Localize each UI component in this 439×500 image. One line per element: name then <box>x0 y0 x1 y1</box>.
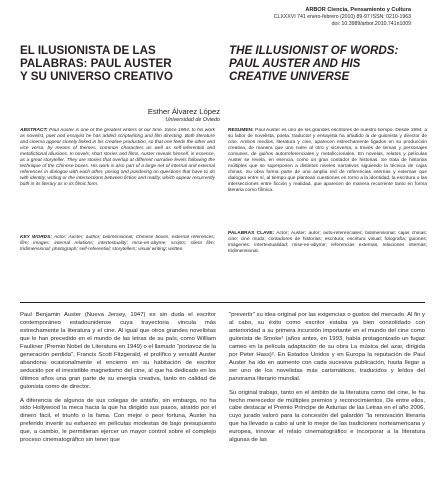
keywords-spanish-body: Actor; Auster; autor; auto-referenciales; bidimensional; cajas chinas; cine; cine mudo; contadores de historias; escritura; escritura visual; fotografía; guiones; imágenes; intertextualidad; mise-en-abyme; referencias externas, relaciones internas; tridimensional. <box>228 231 427 255</box>
keywords-english-text <box>20 235 215 253</box>
abstract-spanish-text <box>228 128 427 195</box>
title-line: CREATIVE UNIVERSE <box>229 70 350 84</box>
body-paragraph: A diferencia de algunos de sus colegas de antaño, sin embargo, no ha sido Hollywood la meca hacia la que ha dirigido sus pasos, atraído por el dinero fácil, el triunfo o la fama. Con mejor o peor fortuna, Auster ha preferido invertir su esfuerzo en películas modestas de bajo presupuesto que, a cambio, le permitieran ejercer un mayor control sobre el complejo proceso cinematográfico sin tener que <box>20 397 216 444</box>
keywords-spanish-label: PALABRAS CLAVE: <box>228 231 275 236</box>
abstract-spanish-label: RESUMEN: <box>228 128 254 133</box>
author-affiliation: Universidad de Oviedo <box>165 117 220 123</box>
journal-name: ARBOR Ciencia, Pensamiento y Cultura <box>305 7 411 13</box>
body-paragraph: "prevertir" su idea original por las exigencias o gustos del mercado. Al fin y al cabo, su éxito como escritor estaba ya bien consolidado con anterioridad a su primera incursión importante en el mundo del cine como guionista de Smoke¹ (años antes, en 1993, había protagonizado un fugaz cameo en la película adaptación de su obra La música del azar, dirigida por Peter Hass)². En Estados Unidos y en Europa la reputación de Paul Auster ha ido en aumento con cada sucesiva publicación, hasta llegar a ser uno de los novelistas más carismáticos, traducidos y leídos del panorama literario mundial. <box>229 312 425 382</box>
section-divider <box>20 302 425 303</box>
abstract-spanish <box>228 128 427 224</box>
title-spanish <box>20 44 220 84</box>
title-line: Y SU UNIVERSO CREATIVO <box>20 70 173 84</box>
journal-volume: CLXXXVI 741 enero-febrero (2010) 89-97 ISSN: 0210-1963 <box>273 14 411 20</box>
doi-link[interactable]: doi: 10.3989/arbor.2010.741n1009 <box>331 20 411 27</box>
author-name: Esther Álvarez López <box>147 107 220 116</box>
keywords-english-body: Actor; Auster; author; bidimensional; Chinese boxes; external references; film; images; internal relations; intertextuality; mise-en-abyme; scripts; silent film; tridimensional; photograph; self-referential; storytellers; visual writing; written. <box>20 235 215 253</box>
journal-header <box>171 7 411 27</box>
body-column-left <box>20 312 216 497</box>
keywords-spanish-text <box>228 231 427 255</box>
author-block <box>148 107 220 124</box>
keywords-english-label: KEY WORDS: <box>20 235 52 240</box>
abstract-english <box>20 128 215 214</box>
abstract-spanish-body: Paul Auster es uno de los grandes escritores de nuestro tiempo. Desde 1994, a su labor de novelista, poeta, traductor y ensayista ha añadido la de guionista y director de cine. Ambos medios, literatura y cine, aparecen estrechamente ligados en su producción creativa, de manera que uno nutre al otro y viceversa, a través de temas y personajes comunes, de guiños autorreferenciales y metaficcionales. En novelas, relatos y películas Auster se revela, en esencia, como un gran contador de historias. Se trata de historias múltiples que se superponen a distintos niveles narrativos siguiendo la técnica de cajas chinas. Su obra forma parte de una amplia red de referencias internas y externas que dialogan entre sí, al tiempo que plantean cuestiones en torno a la identidad, la escritura o las intersecciones entre ficción y realidad, que aparecen de manera recurrente tanto en forma literaria como fílmica. <box>228 128 427 194</box>
body-paragraph: Su original trabajo, tanto en el ámbito de la literatura como del cine, le ha hecho merecedor de múltiples premios y reconocimientos. De entre ellos, cabe destacar el Premio Príncipe de Asturias de las Letras en el año 2006, cuyo jurado valoró para la concesión del galardón "la renovación literaria que ha llevado a cabo al unir lo mejor de las tradiciones norteamericana y europea, innovar el relato cinematográfico e incorporar a la literatura algunas de las <box>229 389 425 444</box>
keywords-english <box>20 235 215 295</box>
abstract-english-body: Paul Auster is one of the greatest writers of our time. Since 1984, to his work as novelist, poet and essayist he has added scriptwriting and film directing. Both literature and cinema appear closely linked in his creative production, so that one feeds the other and vice versa, by means of themes, common characters as well as self-referential and metafictional allusions. In novels, short stories and films, Auster reveals himself, in essence, as a great storyteller. They are stories that overlap at different narrative levels following the technique of the Chinese boxes. His work is also part of a large net of internal and external references in dialogue with each other, posing and pondering on questions that have to do with identity, writing or the intersections between fiction and reality, which appear recurrently both in its literary as in its filmic form. <box>20 128 215 188</box>
body-paragraph: Paul Benjamin Auster (Nueva Jersey, 1947) es sin duda el escritor contemporáneo estadounidense cuya trayectoria vincula más estrechamente la literatura y el cine. Al igual que otros grandes novelistas que le han precedido en el mundo de las letras de su país, como William Faulkner (Premio Nobel de Literatura en 1949) o el llamado "portavoz de la generación perdida", Francis Scott Fitzgerald, el prolífico y versátil Auster abandona ocasionalmente el encierro en su habitación de escritor seducido por el irresistible magnetismo del cine, al que ha dedicado en los últimos años una gran parte de su energía creativa, tanto en calidad de guionista como de director. <box>20 312 216 390</box>
body-column-right <box>229 312 425 497</box>
title-line: PALABRAS: PAUL AUSTER <box>20 57 172 71</box>
keywords-spanish <box>228 231 427 271</box>
title-english <box>229 44 429 84</box>
title-line: THE ILLUSIONIST OF WORDS: <box>229 44 399 57</box>
abstract-english-text <box>20 128 215 188</box>
title-line: PAUL AUSTER AND HIS <box>229 57 361 71</box>
abstract-english-label: ABSTRACT: <box>20 128 48 133</box>
title-line: EL ILUSIONISTA DE LAS <box>20 44 156 57</box>
